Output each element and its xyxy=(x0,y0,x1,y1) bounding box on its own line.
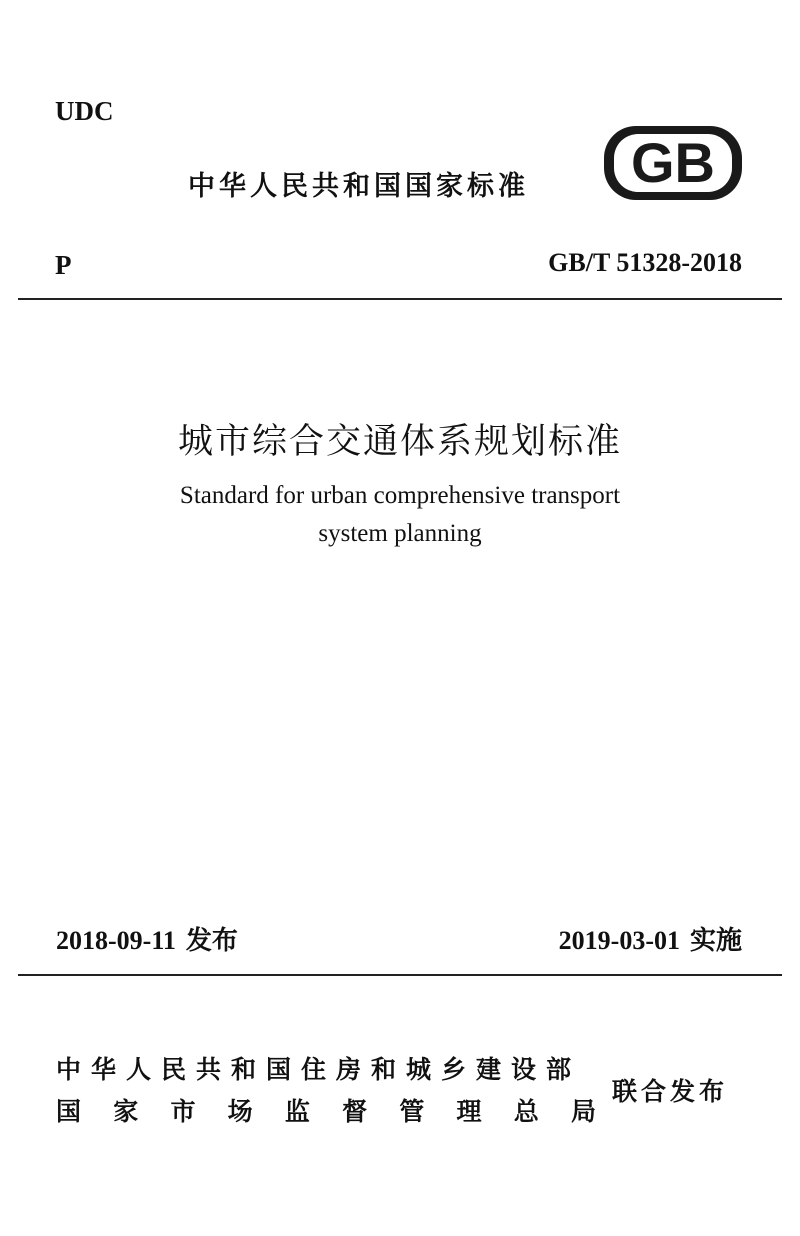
national-standard-heading: 中华人民共和国国家标准 xyxy=(188,171,529,202)
publisher-char: 家 xyxy=(113,1097,139,1126)
gb-logo xyxy=(600,124,746,202)
implementation-label: 实施 xyxy=(689,926,742,956)
issue-date: 2018-09-11 xyxy=(56,926,176,955)
title-english-line1: Standard for urban comprehensive transport xyxy=(179,482,621,509)
issue-date-block xyxy=(56,920,238,957)
publisher-char: 场 xyxy=(227,1097,253,1126)
publisher-char: 监 xyxy=(284,1097,310,1126)
title-chinese: 城市综合交通体系规划标准 xyxy=(177,422,622,462)
bottom-divider xyxy=(18,974,782,976)
publisher-ministry: 中华人民共和国住房和城乡建设部 xyxy=(56,1055,582,1084)
standard-number: GB/T 51328-2018 xyxy=(548,248,742,277)
top-divider xyxy=(18,298,782,300)
issue-label: 发布 xyxy=(185,926,238,956)
publisher-char: 局 xyxy=(570,1097,596,1126)
implementation-date-block xyxy=(559,920,742,957)
gb-logo-text: GB xyxy=(631,131,715,194)
publisher-char: 总 xyxy=(513,1097,539,1126)
implementation-date: 2019-03-01 xyxy=(558,926,680,955)
udc-label: UDC xyxy=(55,96,114,126)
joint-publication-label: 联合发布 xyxy=(612,1077,729,1106)
publisher-char: 督 xyxy=(342,1097,368,1126)
publisher-char: 管 xyxy=(399,1097,425,1126)
publisher-char: 理 xyxy=(456,1097,482,1126)
publisher-market-regulation xyxy=(56,1092,596,1128)
title-english-line2: system planning xyxy=(318,520,482,547)
category-code: P xyxy=(55,250,72,280)
publisher-char: 国 xyxy=(56,1097,82,1126)
publisher-char: 市 xyxy=(170,1097,196,1126)
